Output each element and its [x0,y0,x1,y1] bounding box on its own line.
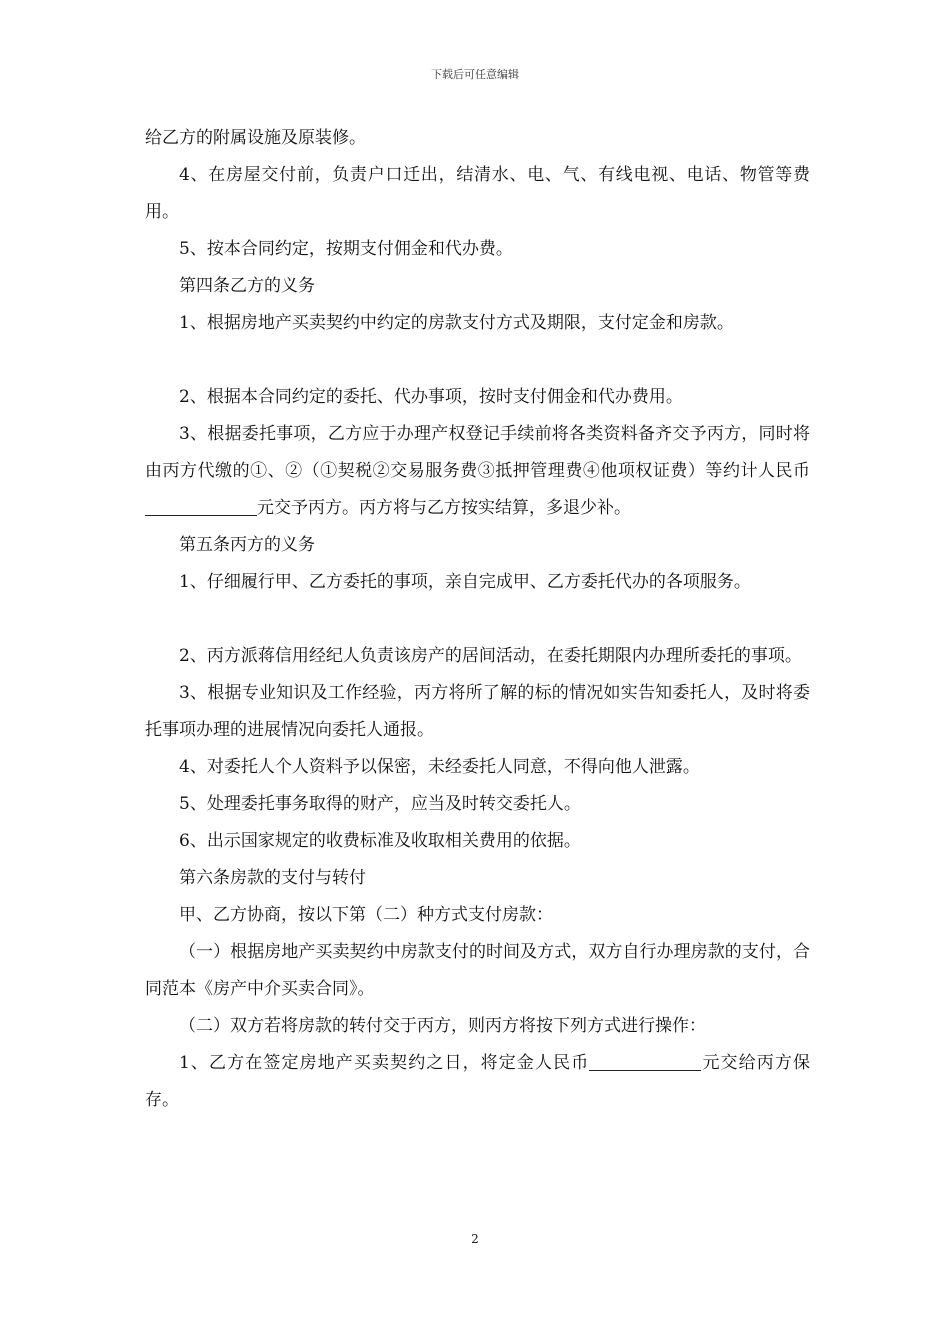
paragraph: 给乙方的附属设施及原装修。 [145,128,366,148]
paragraph: 4、在房屋交付前，负责户口迁出，结清水、电、气、有线电视、电话、物管等费用。 [145,165,810,222]
paragraph-text: 元交给丙方保存。 [145,1053,810,1110]
section-heading: 第五条丙方的义务 [179,535,315,555]
paragraph-text: 元交予丙方。丙方将与乙方按实结算，多退少补。 [257,498,631,518]
paragraph [145,416,810,527]
document-body [145,120,810,1119]
page-header: 下载后可任意编辑 [431,68,519,81]
paragraph: 4、对委托人个人资料予以保密，未经委托人同意，不得向他人泄露。 [179,757,700,777]
paragraph [145,1045,810,1119]
paragraph: 2、丙方派蒋信用经纪人负责该房产的居间活动，在委托期限内办理所委托的事项。 [179,646,802,666]
paragraph: 甲、乙方协商，按以下第（二）种方式支付房款： [179,905,553,925]
paragraph-text: 1、乙方在签定房地产买卖契约之日，将定金人民币 [179,1053,590,1073]
section-heading: 第六条房款的支付与转付 [179,868,366,888]
paragraph: 3、根据专业知识及工作经验，丙方将所了解的标的情况如实告知委托人，及时将委托事项办理的进展情况向委托人通报。 [145,683,810,740]
paragraph: 1、仔细履行甲、乙方委托的事项，亲自完成甲、乙方委托代办的各项服务。 [179,572,751,592]
paragraph-text: 3、根据委托事项，乙方应于办理产权登记手续前将各类资料备齐交予丙方，同时将由丙方代缴的①、②（①契税②交易服务费③抵押管理费④他项权证费）等约计人民币 [145,424,810,481]
paragraph: （一）根据房地产买卖契约中房款支付的时间及方式，双方自行办理房款的支付，合同范本《房产中介买卖合同》。 [145,942,810,999]
amount-blank [145,496,257,516]
paragraph: 5、处理委托事务取得的财产，应当及时转交委托人。 [179,794,581,814]
paragraph: 1、根据房地产买卖契约中约定的房款支付方式及期限，支付定金和房款。 [179,313,734,333]
paragraph: 2、根据本合同约定的委托、代办事项，按时支付佣金和代办费用。 [179,387,683,407]
amount-blank [589,1051,701,1071]
paragraph: 6、出示国家规定的收费标准及收取相关费用的依据。 [179,831,581,851]
paragraph: 5、按本合同约定，按期支付佣金和代办费。 [179,239,513,259]
paragraph: （二）双方若将房款的转付交于丙方，则丙方将按下列方式进行操作： [179,1016,706,1036]
page-number: 2 [471,1232,479,1246]
section-heading: 第四条乙方的义务 [179,276,315,296]
